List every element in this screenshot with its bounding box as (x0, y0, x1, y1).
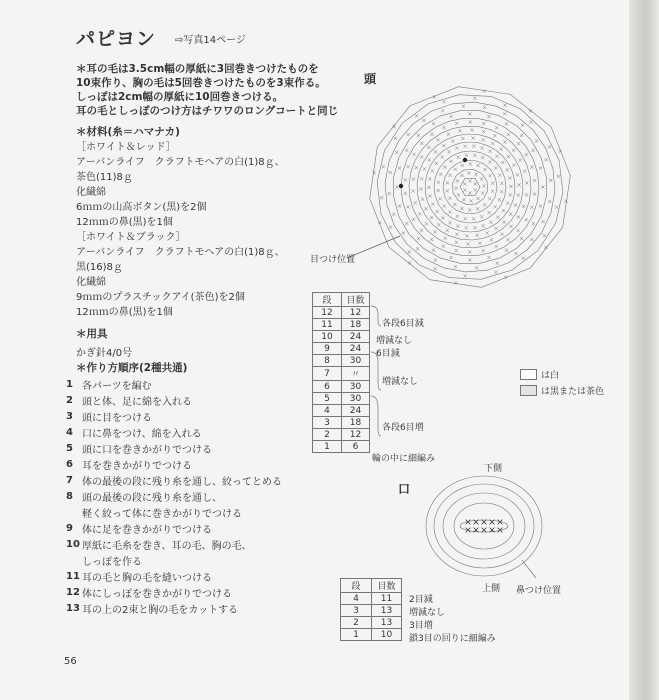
head-table-braces (370, 304, 382, 454)
legend-swatch (520, 385, 537, 396)
head-diagram-label: 頭 (364, 72, 377, 86)
intro-line: しっぽは2cm幅の厚紙に10回巻きつける。 (76, 91, 284, 103)
mouth-round-table (340, 578, 402, 641)
procedure-step: 12 体にしっぽを巻きかがりでつける (66, 586, 232, 600)
intro-line: 耳の毛としっぽのつけ方はチワワのロングコートと同じ (76, 105, 339, 117)
photo-reference: ⇨写真14ページ (175, 35, 246, 46)
table-row: 3 13 (341, 605, 402, 617)
material-line: ［ホワイト＆レッド］ (76, 142, 176, 153)
book-spine-shadow (629, 0, 659, 700)
procedure-step: 5 頭に口を巻きかがりでつける (66, 442, 212, 456)
procedure-step: 9 体に足を巻きかがりでつける (66, 522, 212, 536)
legend-swatch (520, 369, 537, 380)
table-header: 目数 (342, 293, 370, 307)
round-note: 6目減 (376, 349, 400, 359)
table-row: 1 6 (313, 441, 370, 453)
material-line: 黒(16)8ｇ (76, 262, 123, 273)
table-row: 10 24 (313, 331, 370, 343)
intro-line: 10束作り、胸の毛は5回巻きつけたものを3束作る。 (76, 77, 326, 89)
material-line: ［ホワイト＆ブラック］ (76, 232, 186, 243)
procedure-step: 8 頭の最後の段に残り糸を通し、 (66, 490, 222, 504)
intro-line: ＊耳の毛は3.5cm幅の厚紙に3回巻きつけたものを (76, 63, 319, 75)
material-line: アーバンライフ クラフトモヘアの白(1)8ｇ、 (76, 157, 285, 168)
procedure-step: しっぽを作る (82, 556, 142, 568)
material-line: 9ｍｍのプラスチックアイ(茶色)を2個 (76, 292, 245, 303)
mouth-crochet-chart (424, 474, 544, 578)
material-line: 化繊綿 (76, 277, 106, 288)
procedure-step: 2 頭と体、足に綿を入れる (66, 394, 192, 408)
round-note: 輪の中に細編み (372, 454, 436, 464)
procedure-step: 1 各パーツを編む (66, 378, 152, 392)
intro-notes (76, 62, 338, 118)
procedure-step: 10 厚紙に毛糸を巻き、耳の毛、胸の毛、 (66, 538, 252, 552)
material-line: 6ｍｍの山高ボタン(黒)を2個 (76, 202, 207, 213)
material-line: 化繊綿 (76, 187, 106, 198)
table-row: 9 24 (313, 343, 370, 355)
table-header: 目数 (372, 579, 402, 593)
table-row: 7 〃 (313, 367, 370, 381)
procedure-title: ＊作り方順序(2種共通) (76, 362, 188, 374)
tools-text: かぎ針4/0号 (76, 348, 133, 359)
round-note: 増減なし (409, 608, 446, 618)
round-note: 各段6目増 (382, 423, 424, 433)
round-note: 2目減 (409, 595, 433, 605)
table-row: 8 30 (313, 355, 370, 367)
table-row: 4 11 (341, 593, 402, 605)
table-header: 段 (313, 293, 342, 307)
legend-item-white: は白 (520, 368, 559, 381)
table-row: 6 30 (313, 381, 370, 393)
table-row: 2 13 (341, 617, 402, 629)
round-note: 増減なし (382, 377, 419, 387)
head-round-table (312, 292, 370, 453)
round-note: 増減なし (376, 336, 413, 346)
material-line: 12ｍｍの鼻(黒)を1個 (76, 307, 173, 318)
materials-title: ＊材料(糸＝ハマナカ) (76, 126, 180, 138)
tools-title: ＊用具 (76, 328, 108, 340)
nose-position-label: 鼻つけ位置 (516, 586, 562, 596)
procedure-steps (66, 376, 282, 616)
procedure-step: 6 耳を巻きかがりでつける (66, 458, 192, 472)
material-line: 茶色(11)8ｇ (76, 172, 133, 183)
table-row: 12 12 (313, 307, 370, 319)
procedure-step: 11 耳の毛と胸の毛を縫いつける (66, 570, 212, 584)
procedure-step: 3 頭に目をつける (66, 410, 152, 424)
table-row: 2 12 (313, 429, 370, 441)
mouth-bottom-label: 下側 (484, 464, 503, 474)
eye-position-label: 目つけ位置 (310, 255, 356, 265)
mouth-top-label: 上側 (482, 584, 501, 594)
table-row: 11 18 (313, 319, 370, 331)
round-note: 鎖3目の回りに細編み (409, 634, 496, 644)
procedure-step: 4 口に鼻をつけ、綿を入れる (66, 426, 202, 440)
round-note: 各段6目減 (382, 319, 424, 329)
page-title: パピヨン (76, 28, 157, 50)
round-note: 3目増 (409, 621, 433, 631)
materials-list (76, 140, 285, 320)
procedure-step: 7 体の最後の段に残り糸を通し、絞ってとめる (66, 474, 282, 488)
table-row: 4 24 (313, 405, 370, 417)
table-row: 3 18 (313, 417, 370, 429)
table-row: 5 30 (313, 393, 370, 405)
material-line: 12ｍｍの鼻(黒)を1個 (76, 217, 173, 228)
table-header: 段 (341, 579, 372, 593)
mouth-diagram-label: 口 (398, 482, 411, 496)
page-number: 56 (64, 656, 77, 667)
table-row: 1 10 (341, 629, 402, 641)
procedure-step: 13 耳の上の2束と胸の毛をカットする (66, 602, 238, 616)
procedure-step: 軽く絞って体に巻きかがりでつける (82, 508, 242, 520)
legend-item-color: は黒または茶色 (520, 384, 604, 397)
material-line: アーバンライフ クラフトモヘアの白(1)8ｇ、 (76, 247, 285, 258)
